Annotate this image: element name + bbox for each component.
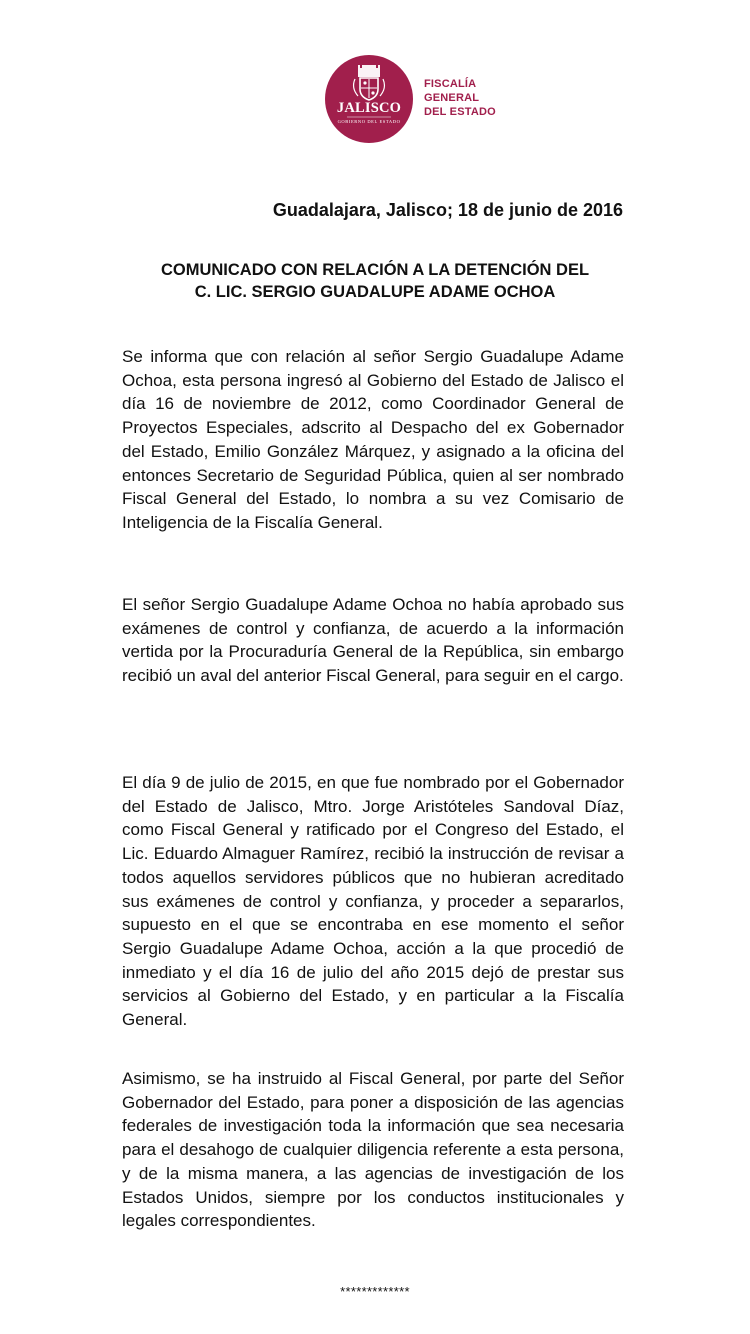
jalisco-seal: [325, 55, 413, 143]
jalisco-subtitle: GOBIERNO DEL ESTADO: [337, 119, 401, 124]
paragraph-4: Asimismo, se ha instruido al Fiscal General, por parte del Señor Gobernador del Estado, para poner a disposición de las agencias federales de investigación toda la información que sea necesaria para el desahogo de cualquier diligencia referente a esta persona, y de la misma manera, a las agencias de investigación de los Estados Unidos, siempre por los conductos institucionales y legales correspondientes.: [122, 1069, 624, 1231]
coat-of-arms-icon: [325, 55, 413, 143]
agency-name-line-3: DEL ESTADO: [424, 106, 496, 118]
title-line-1: COMUNICADO CON RELACIÓN A LA DETENCIÓN DEL: [160, 261, 590, 279]
agency-name: [424, 77, 496, 119]
paragraph-1: Se informa que con relación al señor Sergio Guadalupe Adame Ochoa, esta persona ingresó al Gobierno del Estado de Jalisco el día 16 de noviembre de 2012, como Coordinador General de Proyectos Especiales, adscrito al Despacho del ex Gobernador del Estado, Emilio González Márquez, y asignado a la oficina del entonces Secretario de Seguridad Pública, quien al ser nombrado Fiscal General del Estado, lo nombra a su vez Comisario de Inteligencia de la Fiscalía General.: [122, 347, 624, 532]
jalisco-wordmark: JALISCO: [336, 100, 402, 116]
paragraph-3: El día 9 de julio de 2015, en que fue nombrado por el Gobernador del Estado de Jalisco, Mtro. Jorge Aristóteles Sandoval Díaz, como Fiscal General y ratificado por el Congreso del Estado, el Lic. Eduardo Almaguer Ramírez, recibió la instrucción de revisar a todos aquellos servidores públicos que no hubieran acreditado sus exámenes de control y confianza, y proceder a separarlos, supuesto en el que se encontraba en ese momento el señor Sergio Guadalupe Adame Ochoa, acción a la que procedió de inmediato y el día 16 de julio del año 2015 dejó de prestar sus servicios al Gobierno del Estado, y en particular a la Fiscalía General.: [122, 773, 624, 1030]
dateline: Guadalajara, Jalisco; 18 de junio de 2016: [272, 200, 623, 220]
paragraph-2: El señor Sergio Guadalupe Adame Ochoa no había aprobado sus exámenes de control y confianza, de acuerdo a la información vertida por la Procuraduría General de la República, sin embargo recibió un aval del anterior Fiscal General, para seguir en el cargo.: [122, 595, 624, 686]
title-line-2: C. LIC. SERGIO GUADALUPE ADAME OCHOA: [194, 283, 556, 301]
agency-name-line-2: GENERAL: [424, 92, 480, 104]
document-title: [100, 259, 650, 303]
agency-name-line-1: FISCALÍA: [424, 78, 477, 90]
end-marker: *************: [340, 1284, 410, 1299]
agency-logo: [325, 55, 575, 145]
